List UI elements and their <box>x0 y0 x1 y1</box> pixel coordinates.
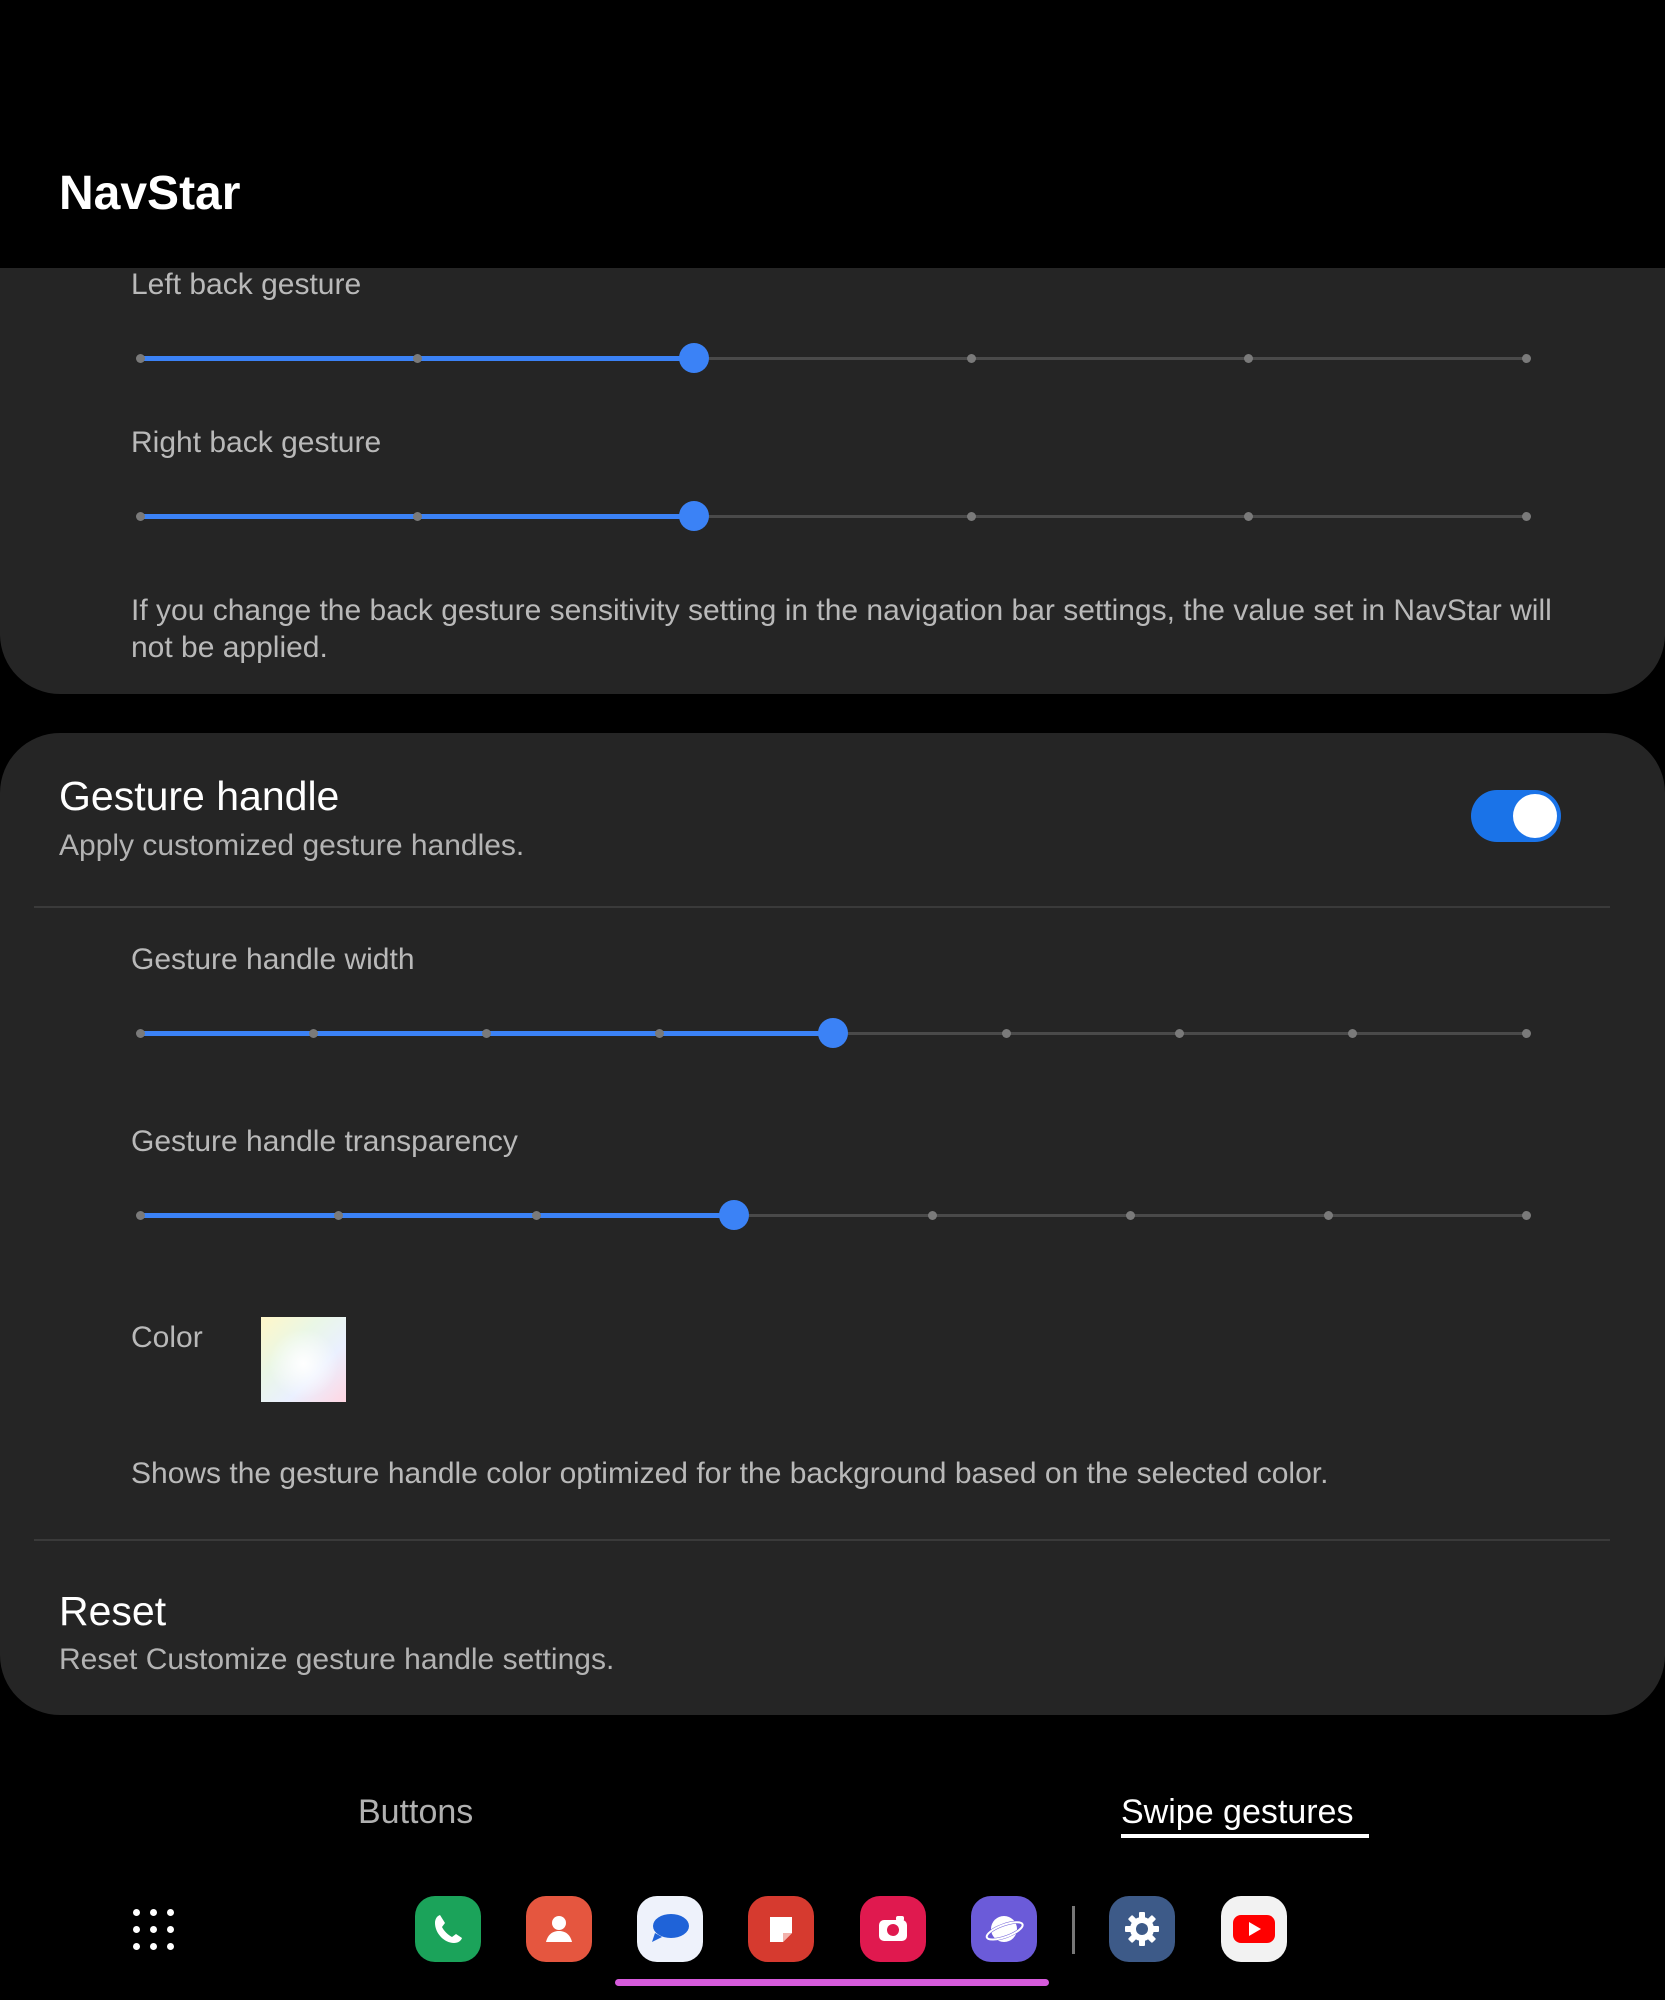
divider <box>34 906 1610 908</box>
slider-tick <box>1348 1029 1357 1038</box>
slider-thumb[interactable] <box>719 1200 749 1230</box>
notes-icon[interactable] <box>748 1896 814 1962</box>
slider-tick <box>136 1211 145 1220</box>
slider-tick <box>967 512 976 521</box>
right-back-gesture-label: Right back gesture <box>131 426 382 459</box>
slider-tick <box>1522 1029 1531 1038</box>
gesture-handle-transparency-label: Gesture handle transparency <box>131 1125 518 1158</box>
slider-tick <box>1324 1211 1333 1220</box>
contacts-icon[interactable] <box>526 1896 592 1962</box>
slider-tick <box>1244 512 1253 521</box>
slider-tick <box>1522 1211 1531 1220</box>
toggle-knob <box>1513 794 1557 838</box>
tab-buttons[interactable]: Buttons <box>358 1793 474 1831</box>
slider-tick <box>1126 1211 1135 1220</box>
slider-tick <box>1002 1029 1011 1038</box>
slider-tick <box>1244 354 1253 363</box>
slider-fill <box>140 1213 734 1218</box>
gesture-handle-title: Gesture handle <box>59 773 340 819</box>
slider-tick <box>136 1029 145 1038</box>
messages-icon[interactable] <box>637 1896 703 1962</box>
slider-tick <box>967 354 976 363</box>
page-title: NavStar <box>59 167 241 220</box>
slider-tick <box>334 1211 343 1220</box>
reset-subtitle: Reset Customize gesture handle settings. <box>59 1643 615 1676</box>
dock-separator <box>1072 1906 1075 1954</box>
slider-tick <box>655 1029 664 1038</box>
tab-selected-indicator <box>1121 1834 1369 1838</box>
slider-thumb[interactable] <box>679 343 709 373</box>
color-note: Shows the gesture handle color optimized for the background based on the selected color. <box>131 1457 1329 1490</box>
right-back-gesture-slider[interactable] <box>140 496 1526 536</box>
slider-tick <box>1522 512 1531 521</box>
slider-tick <box>413 512 422 521</box>
reset-title[interactable]: Reset <box>59 1588 167 1634</box>
divider <box>34 1539 1610 1541</box>
home-indicator[interactable] <box>615 1979 1049 1986</box>
slider-tick <box>928 1211 937 1220</box>
gesture-handle-card <box>0 733 1665 1715</box>
phone-icon[interactable] <box>415 1896 481 1962</box>
internet-icon[interactable] <box>971 1896 1037 1962</box>
slider-tick <box>532 1211 541 1220</box>
camera-icon[interactable] <box>860 1896 926 1962</box>
slider-tick <box>136 354 145 363</box>
slider-tick <box>413 354 422 363</box>
settings-icon[interactable] <box>1109 1896 1175 1962</box>
gesture-handle-width-slider[interactable] <box>140 1013 1526 1053</box>
gesture-handle-subtitle: Apply customized gesture handles. <box>59 829 525 862</box>
tab-swipe-gestures[interactable]: Swipe gestures <box>1121 1793 1354 1831</box>
app-drawer-icon[interactable] <box>133 1909 175 1951</box>
gesture-handle-transparency-slider[interactable] <box>140 1195 1526 1235</box>
youtube-icon[interactable] <box>1221 1896 1287 1962</box>
left-back-gesture-slider[interactable] <box>140 338 1526 378</box>
slider-thumb[interactable] <box>679 501 709 531</box>
slider-tick <box>309 1029 318 1038</box>
color-swatch[interactable] <box>261 1317 346 1402</box>
slider-tick <box>1522 354 1531 363</box>
back-gesture-note: If you change the back gesture sensitivity setting in the navigation bar settings, the value set in NavStar will not be applied. <box>131 594 1552 664</box>
slider-tick <box>1175 1029 1184 1038</box>
slider-tick <box>136 512 145 521</box>
color-label: Color <box>131 1321 203 1354</box>
left-back-gesture-label: Left back gesture <box>131 268 362 301</box>
gesture-handle-toggle[interactable] <box>1471 790 1561 842</box>
slider-tick <box>482 1029 491 1038</box>
gesture-handle-width-label: Gesture handle width <box>131 943 415 976</box>
back-gesture-card <box>0 268 1665 694</box>
slider-thumb[interactable] <box>818 1018 848 1048</box>
